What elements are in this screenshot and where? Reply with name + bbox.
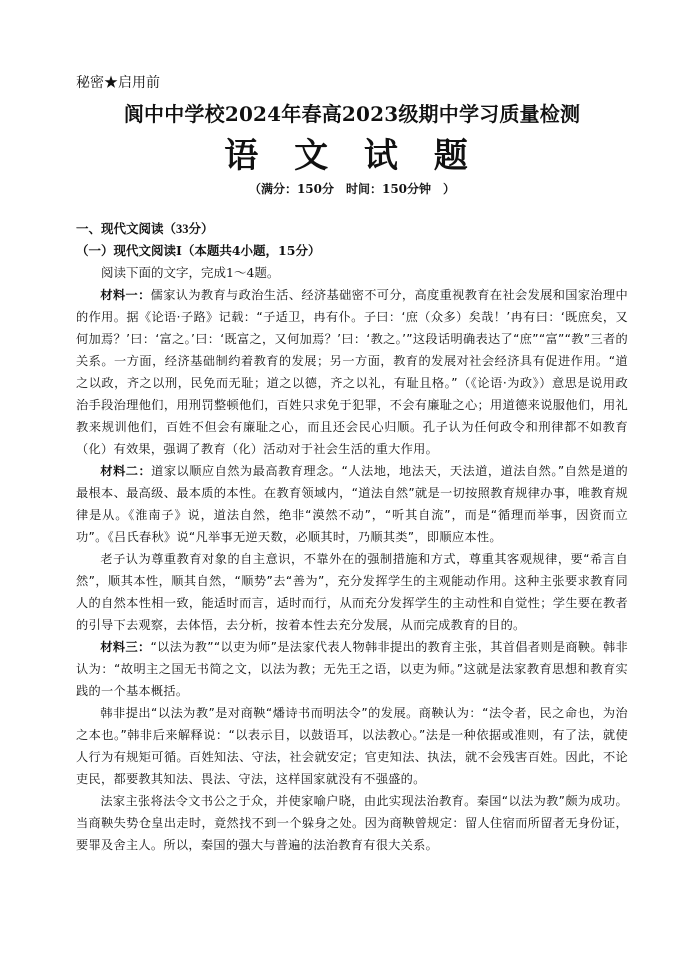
material-one-text: 儒家认为教育与政治生活、经济基础密不可分，高度重视教育在社会发展和国家治理中的作用。据《论语·子路》记载：“子适卫，冉有仆。子曰：‘庶（众多）矣哉！’冉有曰：‘既庶矣，又何加焉？’曰：‘富之。’曰：‘既富之，又何加焉？’曰：‘教之。’”这段话明确表达了“庶”“富”“教”三者的关系。一方面，经济基础制约着教育的发展；另一方面，教育的发展对社会经济具有促进作用。“道之以政，齐之以刑，民免而无耻；道之以德，齐之以礼，有耻且格。”（《论语·为政》）意思是说用政治手段治理他们，用刑罚整顿他们，百姓只求免于犯罪，不会有廉耻之心；用道德来说服他们，用礼教来规训他们，百姓不但会有廉耻之心，而且还会民心归顺。孔子认为任何政令和刑律都不如教育（化）有效果，强调了教育（化）活动对于社会生活的重大作用。: [76, 288, 629, 456]
reading-instruction: 阅读下面的文字，完成1～4题。: [101, 265, 280, 280]
exam-title: 阆中中学校2024年春高2023级期中学习质量检测: [123, 102, 581, 126]
material-two-paragraph: [76, 460, 628, 548]
material-three-text: “以法为教”“以吏为师”是法家代表人物韩非提出的教育主张，其首倡者则是商鞅。韩非认为：“故明主之国无书简之文，以法为教；无先王之语，以吏为师。”这就是法家教育思想和教育实践的一个基本概括。: [76, 640, 628, 698]
material-one-label: 材料一：: [100, 288, 151, 302]
material-three-paragraph: [76, 636, 628, 702]
material-two-label: 材料二：: [100, 464, 152, 478]
material-three-paragraph-3: 法家主张将法令文书公之于众，并使家喻户晓，由此实现法治教育。秦国“以法为教”颇为成功。当商鞅失势仓皇出走时，竟然找不到一个躲身之处。因为商鞅曾规定：留人住宿而所留者无身份证，要罪及舍主人。所以，秦国的强大与普遍的法治教育有很大关系。: [76, 794, 628, 852]
section-heading: 一、现代文阅读（33分）: [76, 222, 214, 236]
score-time-line: （满分：150分 时间：150分钟 ）: [248, 182, 456, 196]
subject-title: 语 文 试 题: [224, 136, 480, 176]
material-two-paragraph-2: 老子认为尊重教育对象的自主意识，不靠外在的强制措施和方式，尊重其客观规律，要“希言自然”，顺其本性，顺其自然，“顺势”去“善为”，充分发挥学生的主观能动作用。这种主张要求教育同人的自然本性相一致，能适时而言，适时而行，从而充分发挥学生的主动性和自觉性；学生要在教者的引导下去观察，去体悟，去分析，按着本性去充分发展，从而完成教育的目的。: [76, 552, 628, 632]
confidential-label: 秘密★启用前: [76, 76, 160, 91]
material-three-label: 材料三：: [100, 640, 151, 654]
subsection-heading: （一）现代文阅读Ⅰ（本题共4小题，15分）: [76, 243, 321, 258]
material-one-paragraph: [76, 284, 628, 460]
material-two-text: 道家以顺应自然为最高教育理念。“人法地，地法天，天法道，道法自然。”自然是道的最根本、最高级、最本质的本性。在教育领域内，“道法自然”就是一切按照教育规律办事，唯教育规律是从。《淮南子》说，道法自然，绝非“漠然不动”，“听其自流”，而是“循理而举事，因资而立功”。《吕氏春秋》说“凡举事无逆天数，必顺其时，乃顺其类”，即顺应本性。: [76, 464, 628, 544]
material-three-paragraph-2: 韩非提出“以法为教”是对商鞅“燔诗书而明法令”的发展。商鞅认为：“法令者，民之命也，为治之本也。”韩非后来解释说：“以表示目，以鼓语耳，以法教心。”法是一种依据或准则，有了法，就使人行为有规矩可循。百姓知法、守法，社会就安定；官吏知法、执法，就不会残害百姓。因此，不论吏民，都要教其知法、畏法、守法，这样国家就没有不强盛的。: [76, 706, 628, 786]
